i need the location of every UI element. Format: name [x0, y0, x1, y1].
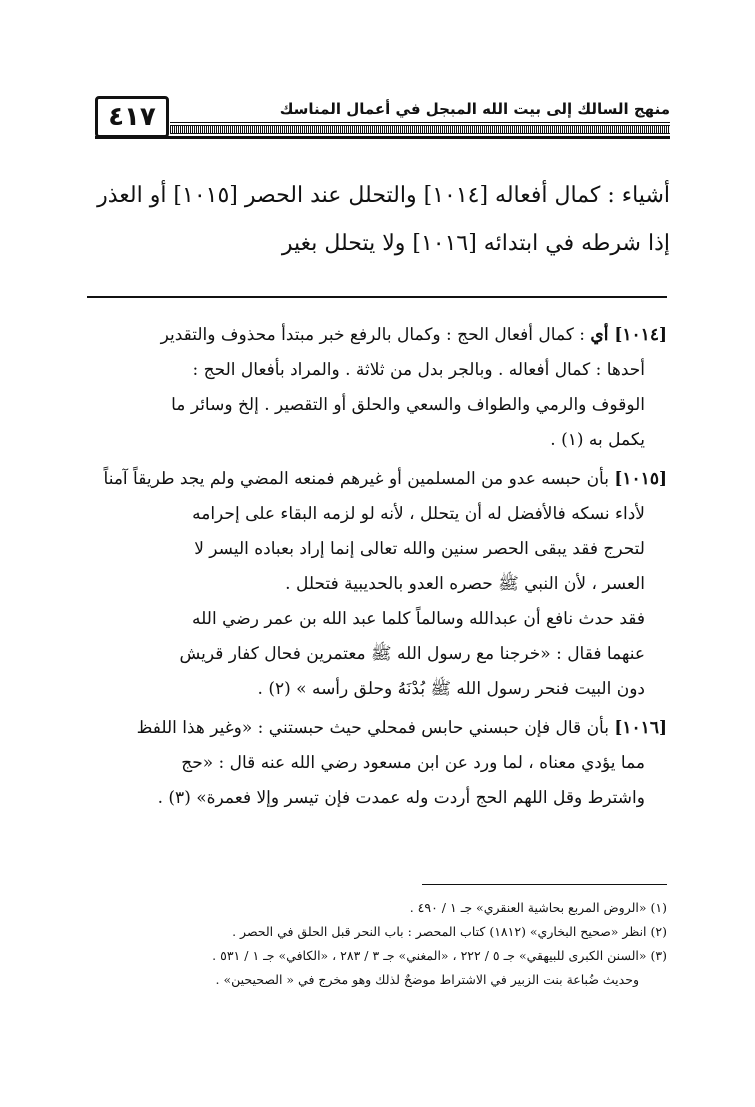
running-title: منهج السالك إلى بيت الله المبجل في أعمال المناسك: [279, 100, 670, 118]
note-line: دون البيت فنحر رسول الله ﷺ بُدْنَهُ وحلق رأسه » (٢) .: [257, 679, 645, 699]
footnote: (٣) «السنن الكبرى للبيهقي» جـ ٥ / ٢٢٢ ، «المغني» جـ ٣ / ٢٨٣ ، «الكافي» جـ ١ / ٥٣١ .: [212, 948, 667, 963]
note-line: عنهما فقال : «خرجنا مع رسول الله ﷺ معتمرين فحال كفار قريش: [179, 644, 645, 664]
commentary-note-1016: [87, 711, 667, 816]
footnote: (١) «الروض المربع بحاشية العنقري» جـ ١ / ٤٩٠ .: [409, 900, 667, 915]
note-line: الوقوف والرمي والطواف والسعي والحلق أو التقصير . إلخ وسائر ما: [171, 395, 645, 415]
header-ornament-band: [170, 125, 670, 134]
page-header: [85, 92, 670, 136]
note-line: لأداء نسكه فالأفضل له أن يتحلل ، لأنه لو لزمه البقاء على إحرامه: [192, 504, 645, 524]
header-underline: [95, 136, 670, 139]
note-line: واشترط وقل اللهم الحج أردت وله عمدت فإن تيسر وإلا فعمرة» (٣) .: [157, 788, 645, 808]
note-ref: [١٠١٦]: [614, 718, 667, 738]
footnote-rule: [422, 884, 667, 885]
footnote: (٢) انظر «صحيح البخاري» (١٨١٢) كتاب المحصر : باب النحر قبل الحلق في الحصر .: [232, 924, 667, 939]
page-number: ٤١٧: [95, 96, 169, 138]
commentary: [87, 318, 667, 820]
note-line: لتحرج فقد يبقى الحصر سنين والله تعالى إنما إراد بعباده اليسر لا: [194, 539, 645, 559]
commentary-note-1015: [87, 462, 667, 707]
commentary-note-1014: [87, 318, 667, 458]
text-divider: [87, 296, 667, 298]
footnote-continuation: وحديث ضُباعة بنت الزبير في الاشتراط موضحٌ لذلك وهو مخرج في « الصحيحين» .: [215, 972, 639, 987]
main-text-line: أشياء : كمال أفعاله [١٠١٤] والتحلل عند الحصر [١٠١٥] أو العذر: [97, 183, 670, 208]
note-line: بأن حبسه عدو من المسلمين أو غيرهم فمنعه المضي ولم يجد طريقاً آمناً: [103, 469, 609, 489]
note-line: : كمال أفعال الحج : وكمال بالرفع خبر مبتدأ محذوف والتقدير: [160, 325, 586, 345]
note-line: مما يؤدي معناه ، لما ورد عن ابن مسعود رضي الله عنه قال : «حج: [181, 753, 645, 773]
header-rule: [170, 122, 670, 123]
note-line: العسر ، لأن النبي ﷺ حصره العدو بالحديبية فتحلل .: [285, 574, 645, 594]
main-text-line: إذا شرطه في ابتدائه [١٠١٦] ولا يتحلل بغير: [281, 231, 670, 256]
main-text: [85, 172, 670, 268]
note-ref: [١٠١٤] أي: [590, 325, 667, 345]
footnotes: [77, 896, 667, 992]
note-ref: [١٠١٥]: [614, 469, 667, 489]
note-line: فقد حدث نافع أن عبدالله وسالماً كلما عبد الله بن عمر رضي الله: [192, 609, 645, 629]
note-line: يكمل به (١) .: [550, 430, 645, 450]
note-line: بأن قال فإن حبسني حابس فمحلي حيث حبستني : «وغير هذا اللفظ: [136, 718, 609, 738]
note-line: أحدها : كمال أفعاله . وبالجر بدل من ثلاثة . والمراد بأفعال الحج :: [192, 360, 645, 380]
